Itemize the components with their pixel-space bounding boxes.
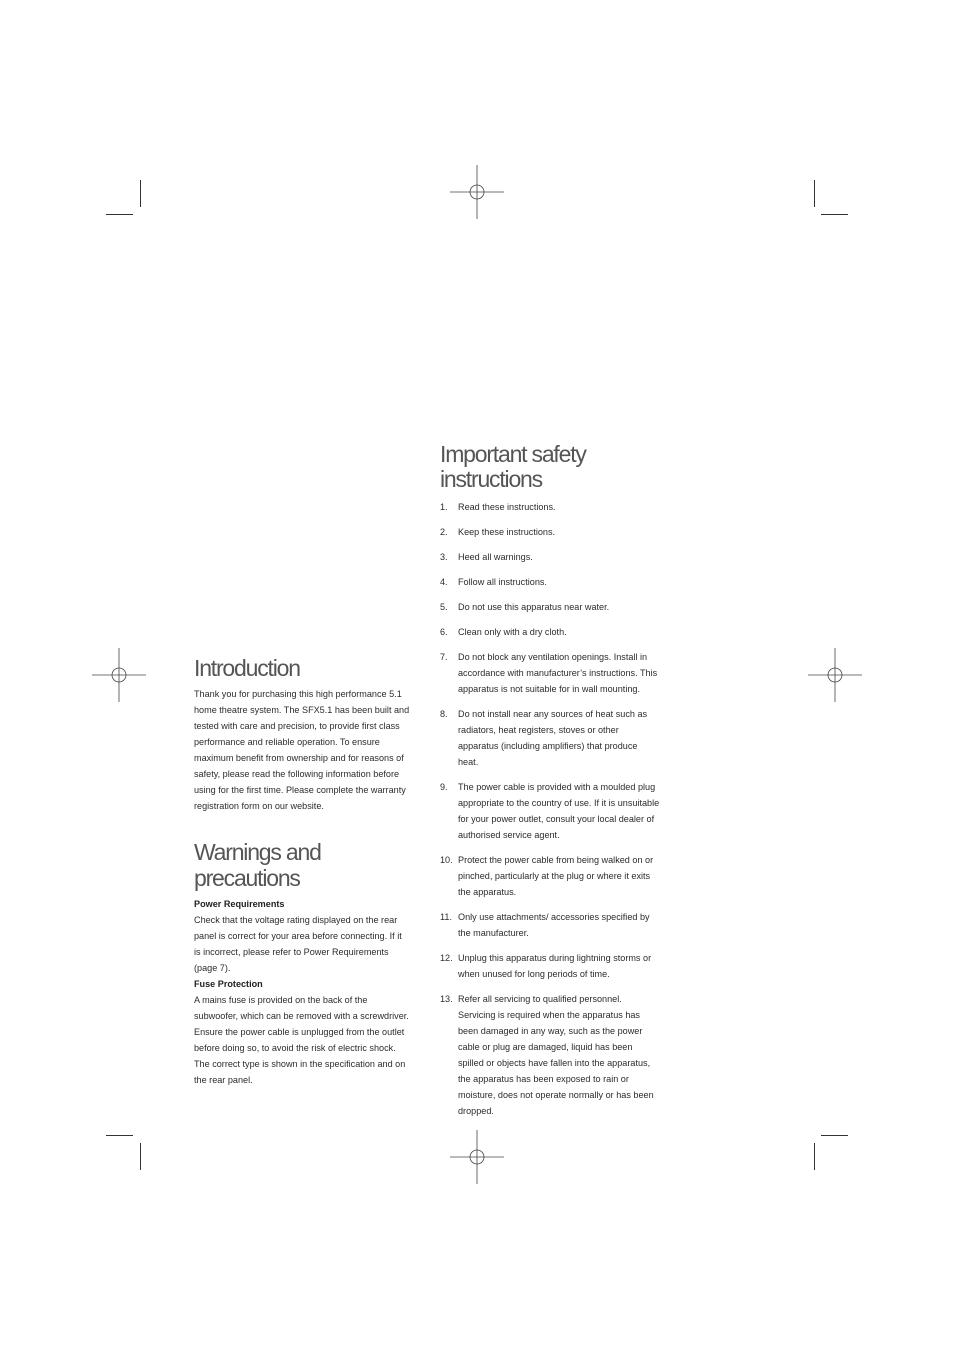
introduction-heading: Introduction: [194, 655, 300, 681]
list-item: [440, 649, 660, 697]
list-item: [440, 852, 660, 900]
power-requirements-text: Check that the voltage rating displayed on the rear panel is correct for your area before connecting. If it is incorrect, please refer to Power Requirements (page 7).: [194, 914, 402, 973]
list-item-text: Protect the power cable from being walked on or pinched, particularly at the plug or where it exits the apparatus.: [458, 854, 654, 897]
registration-mark-icon: [808, 648, 862, 702]
registration-mark-icon: [450, 165, 504, 219]
list-item-number: 13.: [440, 993, 453, 1004]
list-item-text: Do not install near any sources of heat such as radiators, heat registers, stoves or other apparatus (including amplifiers) that produce heat.: [458, 708, 648, 767]
list-item-number: 12.: [440, 952, 453, 963]
list-item-number: 5.: [440, 601, 448, 612]
list-item-number: 3.: [440, 551, 448, 562]
list-item-text: The power cable is provided with a moulded plug appropriate to the country of use. If it is unsuitable for your power outlet, consult your local dealer of authorised service agent.: [458, 781, 660, 840]
list-item: [440, 549, 660, 565]
list-item-text: Only use attachments/ accessories specified by the manufacturer.: [458, 911, 650, 938]
list-item: [440, 624, 660, 640]
crop-mark: [814, 1143, 815, 1170]
list-item-text: Do not use this apparatus near water.: [458, 601, 610, 612]
crop-mark: [106, 214, 133, 215]
list-item: [440, 779, 660, 843]
list-item-text: Clean only with a dry cloth.: [458, 626, 567, 637]
registration-mark-icon: [450, 1130, 504, 1184]
list-item: [440, 574, 660, 590]
list-item-number: 6.: [440, 626, 448, 637]
crop-mark: [814, 180, 815, 207]
list-item-text: Unplug this apparatus during lightning storms or when unused for long periods of time.: [458, 952, 652, 979]
crop-mark: [821, 1135, 848, 1136]
list-item-text: Read these instructions.: [458, 501, 556, 512]
right-column: [440, 442, 660, 1119]
introduction-text: Thank you for purchasing this high performance 5.1 home theatre system. The SFX5.1 has been built and tested with care and precision, to provide first class performance and reliable operation. To ensure maximum benefit from ownership and for reasons of safety, please read the following information before using for the first time. Please complete the warranty registration form on our website.: [194, 689, 410, 812]
safety-instructions-list: [440, 499, 660, 1119]
list-item-number: 7.: [440, 651, 448, 662]
crop-mark: [140, 180, 141, 207]
list-item-text: Keep these instructions.: [458, 526, 556, 537]
list-item-text: Follow all instructions.: [458, 576, 547, 587]
list-item-number: 11.: [440, 911, 452, 922]
power-requirements-title: Power Requirements: [194, 898, 285, 909]
list-item-number: 1.: [440, 501, 448, 512]
crop-mark: [821, 214, 848, 215]
list-item-number: 8.: [440, 708, 448, 719]
fuse-protection-title: Fuse Protection: [194, 978, 263, 989]
crop-mark: [106, 1135, 133, 1136]
warnings-heading: Warnings and precautions: [194, 839, 321, 891]
registration-mark-icon: [92, 648, 146, 702]
list-item: [440, 706, 660, 770]
list-item: [440, 909, 660, 941]
list-item-number: 2.: [440, 526, 448, 537]
list-item: [440, 950, 660, 982]
fuse-protection-text: A mains fuse is provided on the back of the subwoofer, which can be removed with a screwdriver. Ensure the power cable is unplugged from the outlet before doing so, to avoid the risk of electric shock. The correct type is shown in the specification and on the rear panel.: [194, 994, 409, 1085]
list-item-number: 4.: [440, 576, 448, 587]
list-item-text: Refer all servicing to qualified personnel. Servicing is required when the apparatus has been damaged in any way, such as the power cable or plug are damaged, liquid has been spilled or objects have fallen into the apparatus, the apparatus has been exposed to rain or moisture, does not operate normally or has been dropped.: [458, 993, 654, 1116]
list-item-number: 10.: [440, 854, 453, 865]
list-item-text: Do not block any ventilation openings. Install in accordance with manufacturer’s instructions. This apparatus is not suitable for in wall mounting.: [458, 651, 658, 694]
list-item-number: 9.: [440, 781, 448, 792]
list-item-text: Heed all warnings.: [458, 551, 533, 562]
left-column: [194, 656, 410, 1088]
crop-mark: [140, 1143, 141, 1170]
list-item: [440, 991, 660, 1119]
list-item: [440, 599, 660, 615]
list-item: [440, 524, 660, 540]
safety-heading: Important safety instructions: [440, 441, 586, 493]
list-item: [440, 499, 660, 515]
